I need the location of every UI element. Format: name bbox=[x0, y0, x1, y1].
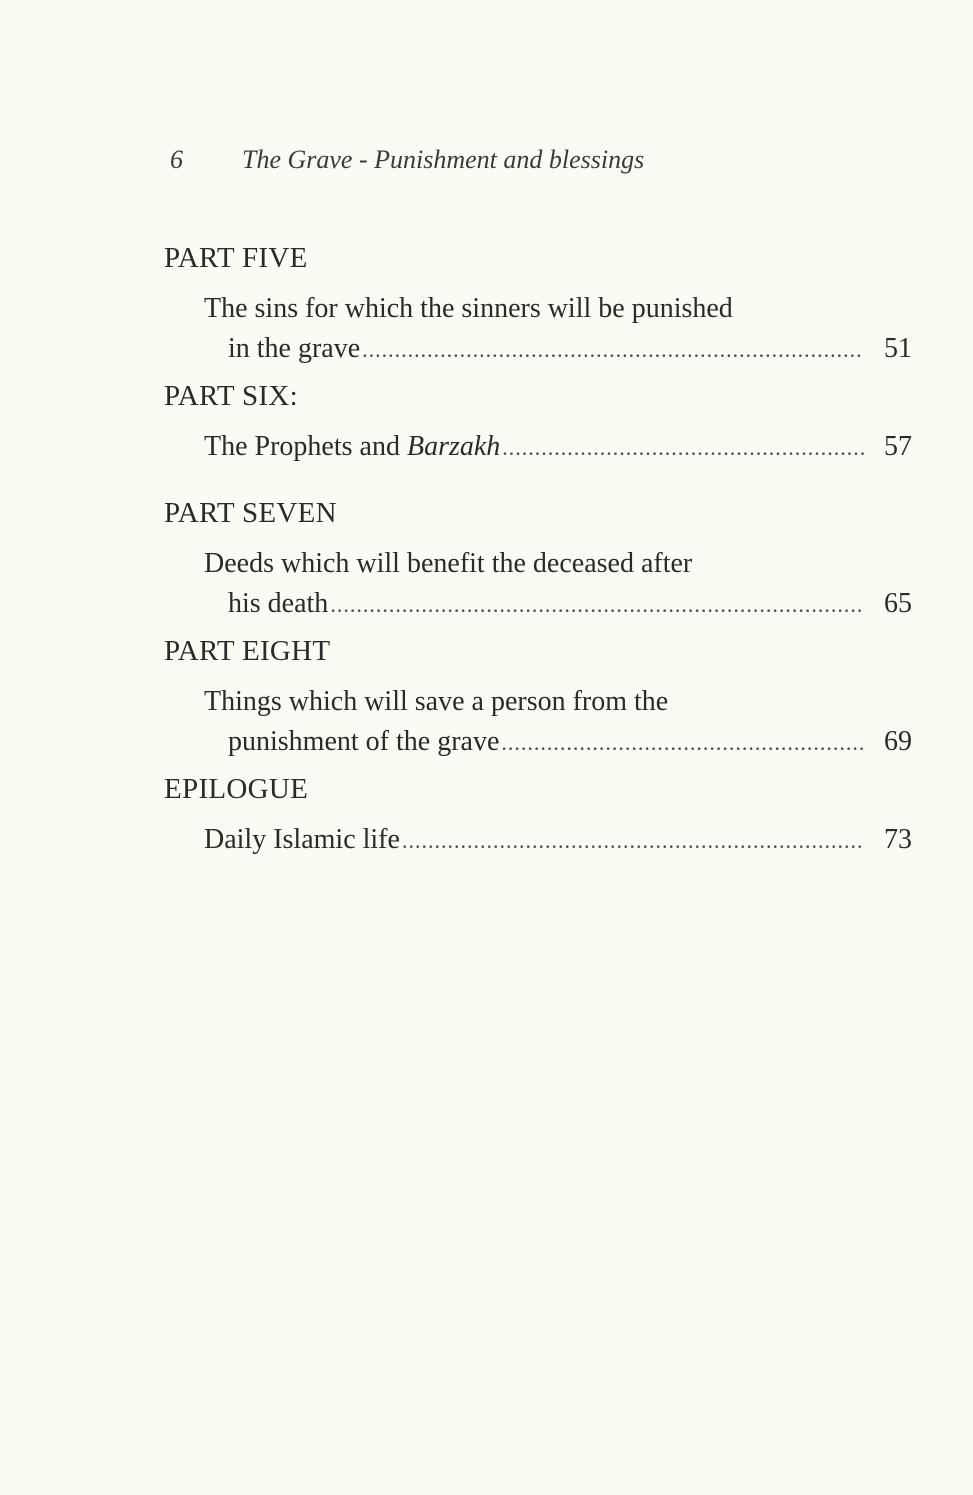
toc-page-number: 73 bbox=[884, 824, 912, 855]
dot-leader bbox=[501, 723, 864, 763]
toc-entry-text bbox=[204, 427, 500, 467]
toc-page-number: 51 bbox=[884, 333, 912, 364]
page-number: 6 bbox=[170, 145, 183, 174]
running-head-title: The Grave - Punishment and blessings bbox=[242, 145, 645, 174]
table-of-contents bbox=[164, 238, 912, 860]
toc-entry-text-continued: in the grave bbox=[228, 333, 361, 364]
part-six-heading: PART SIX: bbox=[164, 380, 298, 412]
toc-entry-text: Daily Islamic life bbox=[204, 824, 400, 855]
toc-page-number: 57 bbox=[884, 431, 912, 462]
toc-entry-epilogue bbox=[204, 820, 912, 860]
toc-entry-text-italic: Barzakh bbox=[406, 431, 501, 462]
toc-entry-text: The sins for which the sinners will be punished bbox=[204, 293, 733, 324]
toc-entry-leader-line bbox=[204, 329, 912, 369]
toc-entry-leader-line bbox=[204, 427, 912, 467]
dot-leader bbox=[330, 585, 864, 625]
toc-entry-part-eight bbox=[204, 682, 912, 762]
toc-page-number: 69 bbox=[884, 726, 912, 757]
toc-entry-text: Deeds which will benefit the deceased after bbox=[204, 548, 693, 579]
part-eight-heading: PART EIGHT bbox=[164, 635, 331, 667]
running-head bbox=[170, 145, 644, 175]
toc-entry-leader-line bbox=[204, 722, 912, 762]
toc-entry-text-continued: his death bbox=[228, 588, 329, 619]
dot-leader bbox=[402, 821, 864, 861]
toc-entry-leader-line bbox=[204, 584, 912, 624]
dot-leader bbox=[502, 428, 864, 468]
toc-entry-text-continued: punishment of the grave bbox=[228, 726, 500, 757]
toc-entry-part-seven bbox=[204, 544, 912, 624]
toc-entry-part-five bbox=[204, 289, 912, 369]
epilogue-heading: EPILOGUE bbox=[164, 773, 309, 805]
part-seven-heading: PART SEVEN bbox=[164, 497, 337, 529]
toc-page-number: 65 bbox=[884, 588, 912, 619]
dot-leader bbox=[362, 330, 864, 370]
part-five-heading: PART FIVE bbox=[164, 242, 308, 274]
toc-entry-leader-line bbox=[204, 820, 912, 860]
toc-entry-text: Things which will save a person from the bbox=[204, 686, 669, 717]
toc-entry-text-plain: The Prophets and bbox=[204, 431, 407, 462]
toc-entry-part-six bbox=[204, 427, 912, 467]
